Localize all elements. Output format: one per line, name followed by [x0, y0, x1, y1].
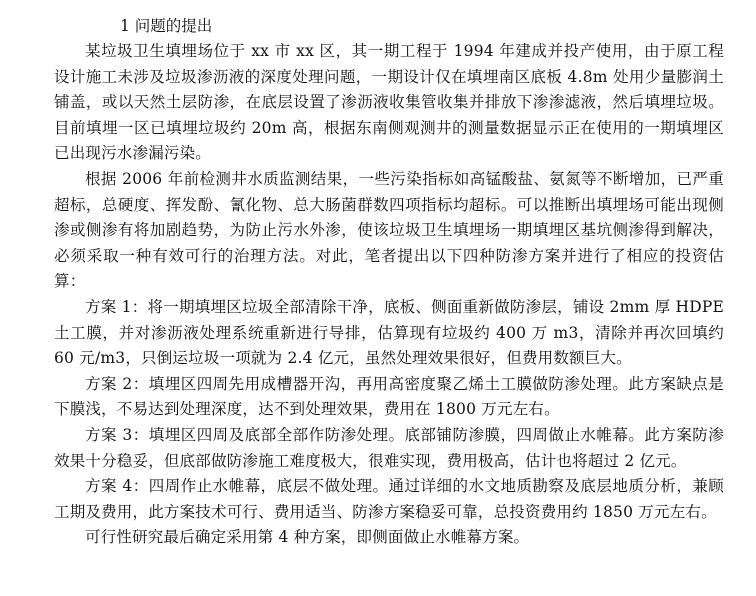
- section-heading: 1 问题的提出: [120, 17, 213, 35]
- document-body: [54, 14, 724, 551]
- paragraph-background: 某垃圾卫生填埋场位于 xx 市 xx 区，其一期工程于 1994 年建成并投产使用，由于原工程设计施工未涉及垃圾渗沥液的深度处理问题，一期设计仅在填埋南区底板 4.8m 处用少量膨润土铺盖，或以天然土层防渗，在底层设置了渗沥液收集管收集并排放下渗渗滤液，然后填埋垃圾。目前填埋一区已填埋垃圾约 20m 高，根据东南侧观测井的测量数据显示正在使用的一期填埋区已出现污水渗漏污染。: [54, 42, 724, 163]
- paragraph-monitoring: 根据 2006 年前检测井水质监测结果，一些污染指标如高锰酸盐、氨氮等不断增加，已严重超标，总硬度、挥发酚、氰化物、总大肠菌群数四项指标均超标。可以推断出填埋场可能出现侧渗或侧渗有将加剧趋势，为防止污水外渗，使该垃圾卫生填埋场一期填埋区基坑侧渗得到解决，必须采取一种有效可行的治理方法。对此，笔者提出以下四种防渗方案并进行了相应的投资估算：: [54, 169, 724, 291]
- paragraph-conclusion: 可行性研究最后确定采用第 4 种方案，即侧面做止水帷幕方案。: [85, 528, 530, 547]
- paragraph-plan-4: 方案 4：四周作止水帷幕，底层不做处理。通过详细的水文地质勘察及底层地质分析，兼顾工期及费用，此方案技术可行、费用适当、防渗方案稳妥可靠，总投资费用约 1850 万元左右。: [54, 477, 724, 521]
- paragraph-plan-1: 方案 1：将一期填埋区垃圾全部清除干净，底板、侧面重新做防渗层，铺设 2mm 厚 HDPE 土工膜，并对渗沥液处理系统重新进行导排，估算现有垃圾约 400 万 m3，清除并再次回填约 60 元/m3，只倒运垃圾一项就为 2.4 亿元，虽然处理效果很好，但费用数额巨大。: [54, 297, 724, 368]
- paragraph-plan-2: 方案 2：填埋区四周先用成槽器开沟，再用高密度聚乙烯土工膜做防渗处理。此方案缺点是下膜浅，不易达到处理深度，达不到处理效果，费用在 1800 万元左右。: [54, 374, 724, 419]
- paragraph-plan-3: 方案 3：填埋区四周及底部全部作防渗处理。底部铺防渗膜，四周做止水帷幕。此方案防渗效果十分稳妥，但底部做防渗施工难度极大，很难实现，费用极高，估计也将超过 2 亿元。: [54, 425, 724, 470]
